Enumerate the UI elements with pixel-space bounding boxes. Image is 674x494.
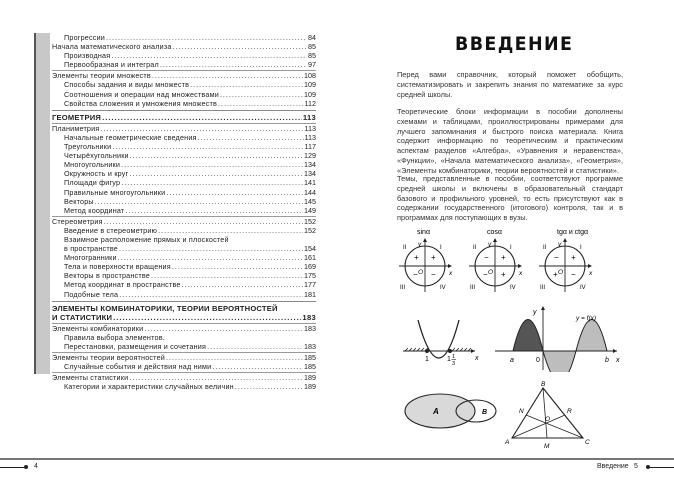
toc-entry-page: 161 bbox=[304, 253, 316, 263]
sign-label: + bbox=[414, 253, 419, 262]
parabola-inequality-figure bbox=[397, 300, 487, 372]
bound-a-label: a bbox=[510, 357, 514, 364]
toc-entry-page: 112 bbox=[304, 98, 316, 108]
root-point-1 bbox=[425, 349, 429, 353]
sign-label: − bbox=[483, 270, 488, 279]
quadrant-label: II bbox=[403, 245, 407, 251]
toc-entry-page: 134 bbox=[304, 169, 316, 179]
toc-entry-title: Векторы в пространстве bbox=[64, 271, 150, 281]
toc-dot-leader bbox=[100, 124, 303, 133]
integral-area-figure bbox=[493, 300, 623, 372]
trig-circle-2 bbox=[539, 229, 593, 292]
toc-entry bbox=[52, 142, 316, 151]
root-point-2 bbox=[448, 349, 452, 353]
sign-label: + bbox=[571, 253, 576, 262]
toc-entry-title: Элементы статистики bbox=[52, 373, 129, 383]
toc-entry-title: Элементы комбинаторики bbox=[52, 323, 144, 333]
toc-entry bbox=[52, 253, 316, 262]
toc-entry-page: 152 bbox=[304, 225, 316, 235]
quadrant-label: IV bbox=[440, 285, 446, 291]
trig-circle-0 bbox=[399, 229, 453, 292]
toc-entry bbox=[52, 169, 316, 178]
toc-entry-title: Перестановки, размещения и сочетания bbox=[64, 342, 207, 351]
toc-entry bbox=[52, 60, 316, 69]
toc-entry-title: Начальные геометрические сведения bbox=[64, 132, 197, 142]
trig-function-label: tgα и ctgα bbox=[557, 229, 589, 236]
toc-entry-title: Элементы теории множеств bbox=[52, 71, 151, 81]
toc-entry-page: 154 bbox=[304, 244, 316, 254]
toc-entry-title: Четырёхугольники bbox=[64, 151, 129, 161]
vertex-b-label: B bbox=[541, 381, 546, 388]
quadrant-label: IV bbox=[510, 285, 516, 291]
toc-dot-leader bbox=[182, 280, 303, 289]
toc-dot-leader bbox=[125, 206, 303, 215]
toc-entry bbox=[52, 188, 316, 197]
toc-entry bbox=[52, 352, 316, 362]
trig-function-label: sinα bbox=[417, 229, 430, 236]
toc-dot-leader bbox=[158, 226, 303, 235]
y-arrow bbox=[423, 238, 427, 242]
toc-dot-leader bbox=[111, 51, 307, 60]
toc-dot-leader bbox=[212, 362, 303, 371]
toc-entry bbox=[52, 280, 316, 289]
toc-entry bbox=[52, 290, 316, 299]
zero-label: 0 bbox=[536, 357, 540, 364]
x-arrow bbox=[448, 264, 452, 268]
toc-entry bbox=[52, 372, 316, 382]
toc-dot-leader bbox=[102, 113, 302, 122]
toc-dot-leader bbox=[104, 217, 303, 226]
toc-entry bbox=[52, 262, 316, 271]
x-label: x bbox=[449, 270, 453, 277]
area-positive-light bbox=[576, 320, 607, 352]
toc-entry bbox=[52, 133, 316, 142]
bound-b-label: b bbox=[605, 357, 609, 364]
toc-dot-leader bbox=[106, 33, 307, 42]
toc-entry bbox=[52, 206, 316, 215]
toc-entry-page: 113 bbox=[302, 112, 316, 122]
toc-entry-page: 152 bbox=[304, 216, 316, 226]
toc-dot-leader bbox=[121, 178, 303, 187]
toc-entry-title: Производная bbox=[64, 51, 111, 61]
sign-label: − bbox=[484, 253, 489, 262]
quadrant-label: III bbox=[400, 285, 406, 291]
footer-rule bbox=[0, 458, 674, 460]
toc-entry-title: ГЕОМЕТРИЯ bbox=[52, 112, 102, 122]
quadrant-label: III bbox=[540, 285, 546, 291]
toc-entry-title: в пространстве bbox=[64, 244, 118, 254]
quadrant-label: II bbox=[543, 245, 547, 251]
toc-entry-page: 109 bbox=[304, 89, 316, 99]
sign-label: + bbox=[431, 253, 436, 262]
toc-entry-title: Правильные многоугольники bbox=[64, 187, 166, 197]
toc-entry bbox=[52, 323, 316, 333]
toc-entry-page: 129 bbox=[304, 151, 316, 161]
toc-entry-title: Векторы bbox=[64, 196, 94, 206]
root-label-2-den: 3 bbox=[452, 361, 456, 367]
toc-dot-leader bbox=[118, 253, 303, 262]
vertex-a-label: A bbox=[505, 439, 510, 446]
root-label-1: 1 bbox=[425, 356, 429, 363]
toc-entry bbox=[52, 244, 316, 253]
trig-function-label: cosα bbox=[487, 229, 502, 236]
toc-entry-page: 183 bbox=[304, 342, 316, 351]
toc-dot-leader bbox=[218, 99, 304, 108]
sign-label: − bbox=[413, 270, 418, 279]
toc-entry-title: Прогрессии bbox=[64, 33, 105, 42]
toc-entry-page: 108 bbox=[304, 71, 316, 81]
toc-dot-leader bbox=[130, 151, 303, 160]
trig-circle-1 bbox=[469, 229, 523, 292]
venn-diagram bbox=[403, 384, 503, 434]
area-negative-dark bbox=[513, 320, 543, 352]
toc-entry-page: 109 bbox=[304, 80, 316, 90]
toc-entry bbox=[52, 313, 316, 322]
toc-entry bbox=[52, 362, 316, 371]
toc-dot-leader bbox=[152, 71, 303, 80]
parabola-x-label: x bbox=[475, 355, 479, 362]
trig-sign-circles bbox=[397, 226, 627, 298]
toc-dot-leader bbox=[119, 244, 303, 253]
quadrant-label: I bbox=[510, 245, 512, 251]
origin-label: O bbox=[558, 269, 564, 276]
y-arrow bbox=[493, 238, 497, 242]
point-r-label: R bbox=[567, 408, 572, 415]
toc-entry bbox=[52, 110, 316, 122]
toc-entry-title: Первообразная и интеграл bbox=[64, 60, 159, 70]
toc-entry bbox=[52, 51, 316, 60]
intro-paragraph-1: Перед вами справочник, который поможет обобщить, систематизировать и закрепить знания по математике за курс средней школы. bbox=[397, 70, 623, 99]
toc-entry-page: 85 bbox=[308, 51, 316, 61]
origin-label: O bbox=[488, 269, 494, 276]
toc-dot-leader bbox=[198, 133, 304, 142]
toc-dot-leader bbox=[235, 382, 303, 391]
toc-entry-page: 181 bbox=[304, 289, 316, 299]
left-page-number: 4 bbox=[34, 463, 38, 470]
toc-entry-title: Площади фигур bbox=[64, 178, 121, 188]
integral-x-label: x bbox=[616, 357, 620, 364]
toc-entry-title: Стереометрия bbox=[52, 216, 103, 226]
toc-entry bbox=[52, 42, 316, 51]
toc-entry-title: Подобные тела bbox=[64, 289, 119, 299]
toc-dot-leader bbox=[166, 353, 303, 362]
toc-dot-leader bbox=[190, 80, 303, 89]
toc-entry-title: Введение в стереометрию bbox=[64, 225, 158, 235]
toc-entry-page: 113 bbox=[304, 123, 316, 133]
toc-entry bbox=[52, 123, 316, 133]
toc-dot-leader bbox=[207, 342, 303, 351]
toc-entry-page: 185 bbox=[304, 353, 316, 363]
set-b-label: B bbox=[482, 409, 488, 416]
toc-entry-title: Свойства сложения и умножения множеств bbox=[64, 98, 217, 108]
toc-dot-leader bbox=[121, 160, 303, 169]
quadrant-label: II bbox=[473, 245, 477, 251]
root-label-2-num: 1 bbox=[452, 354, 456, 360]
point-n-label: N bbox=[519, 408, 524, 415]
intro-paragraph-3: Темы, представленные в пособии, соответствуют программе средней школы и включены в образовательный стандарт базового и профильного уровней, то есть присутствуют как в содержании государственного (итогового) контроля, так и в программах для поступающих в вузы. bbox=[397, 174, 623, 223]
y-label: y bbox=[558, 241, 562, 248]
toc-dot-leader bbox=[129, 169, 303, 178]
running-header-label: Введение bbox=[597, 463, 629, 470]
toc-entry-title: Взаимное расположение прямых и плоскостей bbox=[64, 234, 229, 244]
toc-entry-title: Правила выбора элементов. bbox=[64, 332, 165, 342]
toc-entry-page: 145 bbox=[304, 196, 316, 206]
toc-entry-title: Многогранники bbox=[64, 253, 117, 263]
toc-entry bbox=[52, 80, 316, 89]
toc-entry-page: 117 bbox=[304, 142, 316, 152]
footer-left-ornament-line bbox=[0, 467, 24, 468]
toc-entry-page: 134 bbox=[304, 160, 316, 170]
toc-entry bbox=[52, 382, 316, 391]
toc-entry-title: Категории и характеристики случайных величин bbox=[64, 382, 234, 392]
sign-label: + bbox=[501, 270, 506, 279]
toc-entry-page: 183 bbox=[304, 323, 316, 333]
parabola-curve bbox=[418, 320, 459, 358]
integral-y-label: y bbox=[533, 309, 537, 316]
toc-entry-page: 175 bbox=[304, 271, 316, 281]
toc-entry-page: 177 bbox=[304, 280, 316, 290]
set-a-label: A bbox=[433, 407, 439, 416]
sign-label: − bbox=[554, 253, 559, 262]
quadrant-label: IV bbox=[580, 285, 586, 291]
origin-label: O bbox=[418, 269, 424, 276]
toc-entry bbox=[52, 271, 316, 280]
toc-dot-leader bbox=[144, 324, 303, 333]
y-arrow bbox=[563, 238, 567, 242]
right-page bbox=[337, 0, 674, 494]
toc-entry bbox=[52, 216, 316, 226]
toc-entry bbox=[52, 342, 316, 351]
toc-side-bar bbox=[34, 33, 50, 374]
toc-entry-page: 97 bbox=[308, 60, 316, 70]
vertex-c-label: C bbox=[585, 439, 590, 446]
quadrant-label: III bbox=[470, 285, 476, 291]
sign-label: − bbox=[431, 270, 436, 279]
triangle-medians-figure bbox=[501, 378, 601, 450]
toc-entry-title: Случайные события и действия над ними bbox=[64, 362, 212, 372]
toc-entry-title: Планиметрия bbox=[52, 123, 100, 133]
toc-entry-page: 144 bbox=[304, 187, 316, 197]
toc-entry-title: Тела и поверхности вращения bbox=[64, 262, 171, 272]
footer-left-ornament-dot bbox=[24, 465, 28, 469]
toc-entry bbox=[52, 33, 316, 42]
toc-entry bbox=[52, 226, 316, 235]
quadrant-label: I bbox=[440, 245, 442, 251]
table-of-contents bbox=[52, 33, 316, 391]
toc-entry-page: 85 bbox=[308, 42, 316, 52]
toc-entry bbox=[52, 301, 316, 313]
toc-entry-page: 185 bbox=[304, 362, 316, 372]
toc-entry-title: Треугольники bbox=[64, 142, 112, 152]
toc-entry-page: 189 bbox=[304, 382, 316, 392]
toc-entry-title: Начала математического анализа bbox=[52, 42, 172, 52]
sign-label: + bbox=[501, 253, 506, 262]
toc-entry bbox=[52, 235, 316, 244]
toc-entry-title: Метод координат в пространстве bbox=[64, 280, 181, 290]
page-title: ВВЕДЕНИЕ bbox=[455, 33, 574, 55]
toc-entry-title: Метод координат bbox=[64, 205, 125, 215]
toc-entry bbox=[52, 178, 316, 187]
sign-label: + bbox=[553, 270, 558, 279]
x-arrow bbox=[518, 264, 522, 268]
toc-entry bbox=[52, 70, 316, 80]
toc-dot-leader bbox=[151, 271, 303, 280]
toc-dot-leader bbox=[173, 42, 307, 51]
toc-dot-leader bbox=[129, 373, 303, 382]
y-label: y bbox=[488, 241, 492, 248]
toc-entry-page: 149 bbox=[304, 205, 316, 215]
toc-dot-leader bbox=[113, 313, 301, 322]
area-below-axis bbox=[543, 351, 576, 372]
toc-entry-title: ЭЛЕМЕНТЫ КОМБИНАТОРИКИ, ТЕОРИИ ВЕРОЯТНОСТЕЙ bbox=[52, 303, 278, 313]
toc-entry-page: 189 bbox=[304, 373, 316, 383]
toc-entry bbox=[52, 151, 316, 160]
toc-dot-leader bbox=[95, 197, 303, 206]
toc-dot-leader bbox=[220, 90, 303, 99]
function-label: y = f(x) bbox=[576, 315, 597, 322]
x-label: x bbox=[519, 270, 523, 277]
toc-entry-page: 183 bbox=[302, 312, 316, 322]
x-arrow bbox=[588, 264, 592, 268]
intro-paragraph-2: Теоретические блоки информации в пособии дополнены схемами и таблицами, проиллюстрированы примерами для лучшего запоминания и быстрого поиска материала. Книга содержит информацию по теоретическим и практическим аспектам разделов «Алгебра», «Уравнения и неравенства», «Функции», «Начала математического анализа», «Геометрия», «Элементы комбинаторики, теории вероятностей и статистики». bbox=[397, 107, 623, 175]
footer-right-ornament-line bbox=[650, 467, 674, 468]
toc-dot-leader bbox=[119, 290, 303, 299]
toc-entry bbox=[52, 160, 316, 169]
toc-entry-title: Соотношения и операции над множествами bbox=[64, 89, 219, 99]
set-a-ellipse bbox=[405, 394, 475, 428]
toc-entry bbox=[52, 90, 316, 99]
sign-label: − bbox=[571, 270, 576, 279]
toc-entry bbox=[52, 99, 316, 108]
toc-entry-title: Окружность и круг bbox=[64, 169, 129, 179]
toc-dot-leader bbox=[166, 188, 303, 197]
point-m-label: M bbox=[544, 443, 550, 450]
right-page-number: 5 bbox=[634, 463, 638, 470]
toc-entry-title: И СТАТИСТИКИ bbox=[52, 312, 113, 322]
centroid-o-label: O bbox=[545, 416, 551, 423]
toc-dot-leader bbox=[112, 142, 303, 151]
toc-entry-page: 141 bbox=[304, 178, 316, 188]
parabola-x-arrow bbox=[471, 349, 475, 353]
quadrant-label: I bbox=[580, 245, 582, 251]
toc-entry-page: 169 bbox=[304, 262, 316, 272]
toc-entry-title: Элементы теории вероятностей bbox=[52, 353, 166, 363]
toc-dot-leader bbox=[160, 60, 307, 69]
root-label-2-whole: 1 bbox=[447, 356, 451, 363]
toc-entry-title: Способы задания и виды множеств bbox=[64, 80, 190, 90]
toc-entry bbox=[52, 197, 316, 206]
toc-entry-page: 84 bbox=[308, 33, 316, 42]
y-label: y bbox=[418, 241, 422, 248]
toc-entry bbox=[52, 333, 316, 342]
toc-entry-page: 113 bbox=[304, 132, 316, 142]
toc-entry-title: Многоугольники bbox=[64, 160, 121, 170]
x-label: x bbox=[589, 270, 593, 277]
toc-dot-leader bbox=[172, 262, 303, 271]
